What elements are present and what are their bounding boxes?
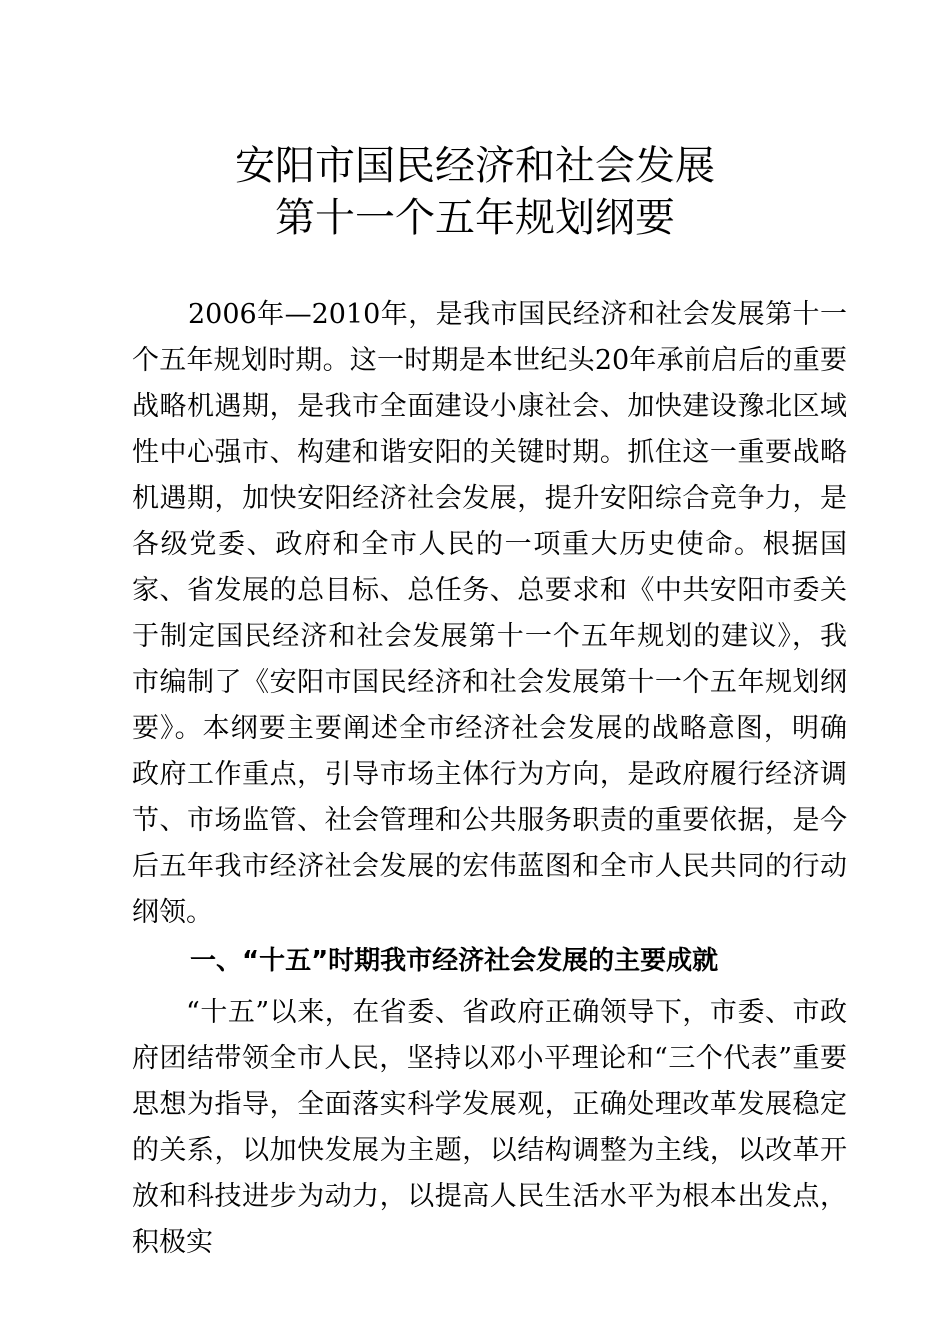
section-heading-1: 一、“十五”时期我市经济社会发展的主要成就: [190, 946, 719, 976]
intro-paragraph: 2006年—2010年，是我市国民经济和社会发展第十一个五年规划时期。这一时期是本世纪头20年承前启后的重要战略机遇期，是我市全面建设小康社会、加快建设豫北区域性中心强市、构建和谐安阳的关键时期。抓住这一重要战略机遇期，加快安阳经济社会发展，提升安阳综合竞争力，是各级党委、政府和全市人民的一项重大历史使命。根据国家、省发展的总目标、总任务、总要求和《中共安阳市委关于制定国民经济和社会发展第十一个五年规划的建议》，我市编制了《安阳市国民经济和社会发展第十一个五年规划纲要》。本纲要主要阐述全市经济社会发展的战略意图，明确政府工作重点，引导市场主体行为方向，是政府履行经济调节、市场监管、社会管理和公共服务职责的重要依据，是今后五年我市经济社会发展的宏伟蓝图和全市人民共同的行动纲领。: [132, 299, 847, 928]
document-title-line-1: 安阳市国民经济和社会发展: [235, 143, 715, 189]
section-1-paragraph: “十五”以来，在省委、省政府正确领导下，市委、市政府团结带领全市人民，坚持以邓小平理论和“三个代表”重要思想为指导，全面落实科学发展观，正确处理改革发展稳定的关系，以加快发展为主题，以结构调整为主线，以改革开放和科技进步为动力，以提高人民生活水平为根本出发点，积极实: [132, 997, 847, 1258]
document-title-line-2: 第十一个五年规划纲要: [275, 195, 675, 241]
